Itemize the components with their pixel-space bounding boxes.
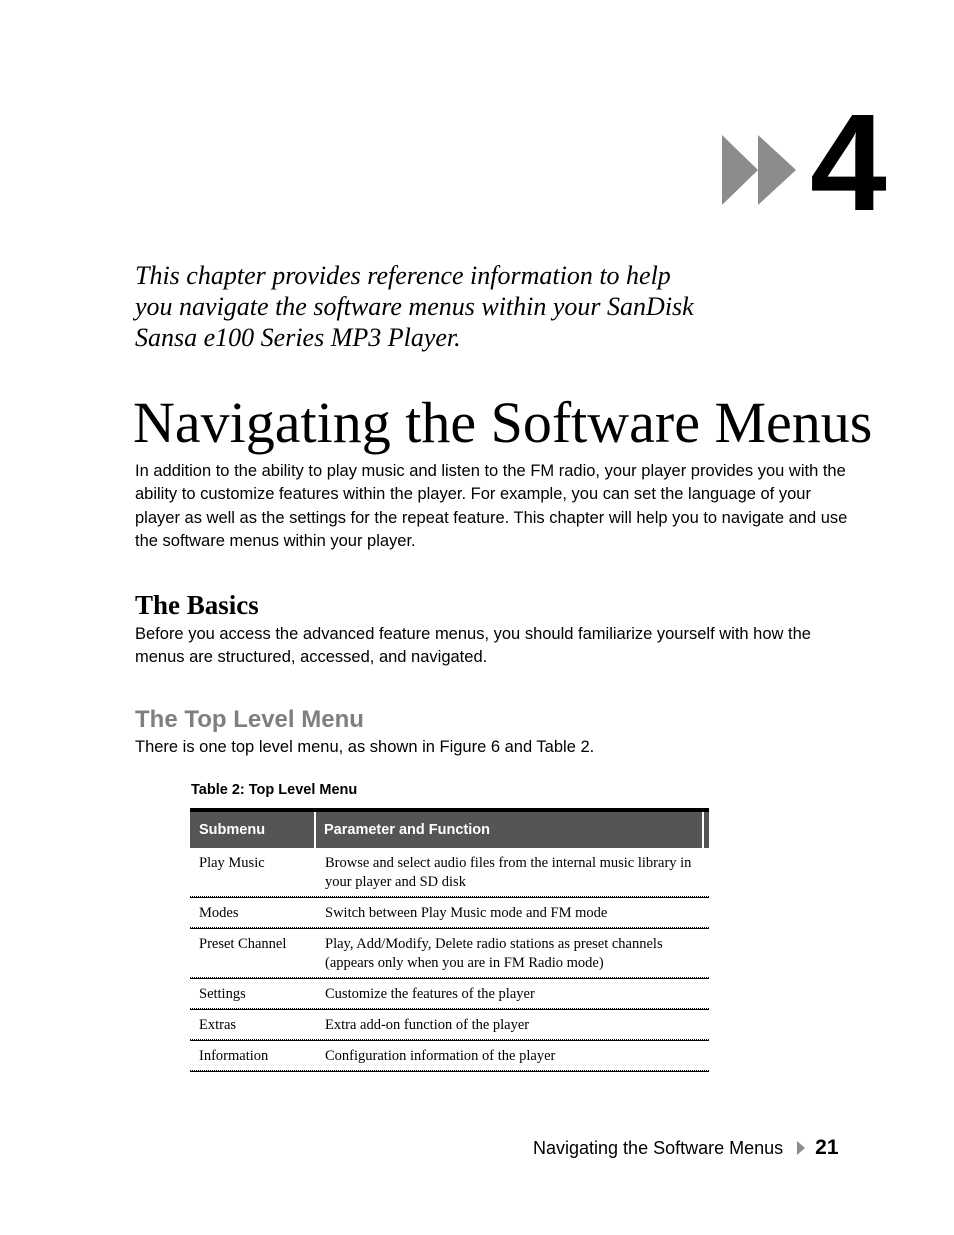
table-row xyxy=(190,1041,709,1071)
table-cell-function: Play, Add/Modify, Delete radio stations as preset channels (appears only when you are in FM Radio mode) xyxy=(325,936,663,971)
table-header-function: Parameter and Function xyxy=(316,812,704,848)
chapter-number: 4 xyxy=(810,86,887,240)
page-footer xyxy=(533,1134,839,1162)
triangle-right-icon xyxy=(797,1141,805,1155)
table-row xyxy=(190,898,709,928)
page-title: Navigating the Software Menus xyxy=(133,390,873,455)
table-caption: Table 2: Top Level Menu xyxy=(191,782,358,798)
table-cell-submenu: Modes xyxy=(199,905,239,921)
footer-section-title: Navigating the Software Menus xyxy=(533,1137,784,1158)
double-chevron-right-icon xyxy=(720,135,800,205)
chapter-intro: This chapter provides reference information to help you navigate the software menus within your SanDisk Sansa e100 Series MP3 Player. xyxy=(135,261,694,352)
top-level-menu-paragraph: There is one top level menu, as shown in Figure 6 and Table 2. xyxy=(135,738,595,756)
table-row xyxy=(190,848,709,897)
table-cell-submenu: Extras xyxy=(199,1017,237,1033)
table-cell-function: Customize the features of the player xyxy=(325,986,535,1002)
table-row xyxy=(190,1010,709,1040)
table-cell-submenu: Play Music xyxy=(199,855,265,871)
table-cell-submenu: Settings xyxy=(199,986,246,1002)
table-row xyxy=(190,979,709,1009)
top-level-menu-table xyxy=(190,808,709,1072)
chapter-marker xyxy=(720,86,900,240)
intro-paragraph: In addition to the ability to play music and listen to the FM radio, your player provides you with the ability to customize features within the player. For example, you can set the language of your player as well as the settings for the repeat feature. This chapter will help you to navigate and use the software menus within your player. xyxy=(135,462,848,550)
subsection-heading-top-level-menu: The Top Level Menu xyxy=(135,706,364,733)
section-heading-basics: The Basics xyxy=(135,590,259,620)
table-cell-function: Configuration information of the player xyxy=(325,1048,556,1064)
table-cell-function: Switch between Play Music mode and FM mode xyxy=(325,905,608,921)
table-header-row xyxy=(190,812,709,848)
page-number: 21 xyxy=(815,1136,839,1159)
table-header-submenu: Submenu xyxy=(190,812,316,848)
table-cell-submenu: Information xyxy=(199,1048,269,1064)
table-cell-function: Extra add-on function of the player xyxy=(325,1017,530,1033)
basics-paragraph: Before you access the advanced feature menus, you should familiarize yourself with how the menus are structured, accessed, and navigated. xyxy=(135,625,811,667)
table-cell-submenu: Preset Channel xyxy=(199,936,287,952)
table-cell-function: Browse and select audio files from the internal music library in your player and SD disk xyxy=(325,855,692,890)
table-row xyxy=(190,929,709,978)
